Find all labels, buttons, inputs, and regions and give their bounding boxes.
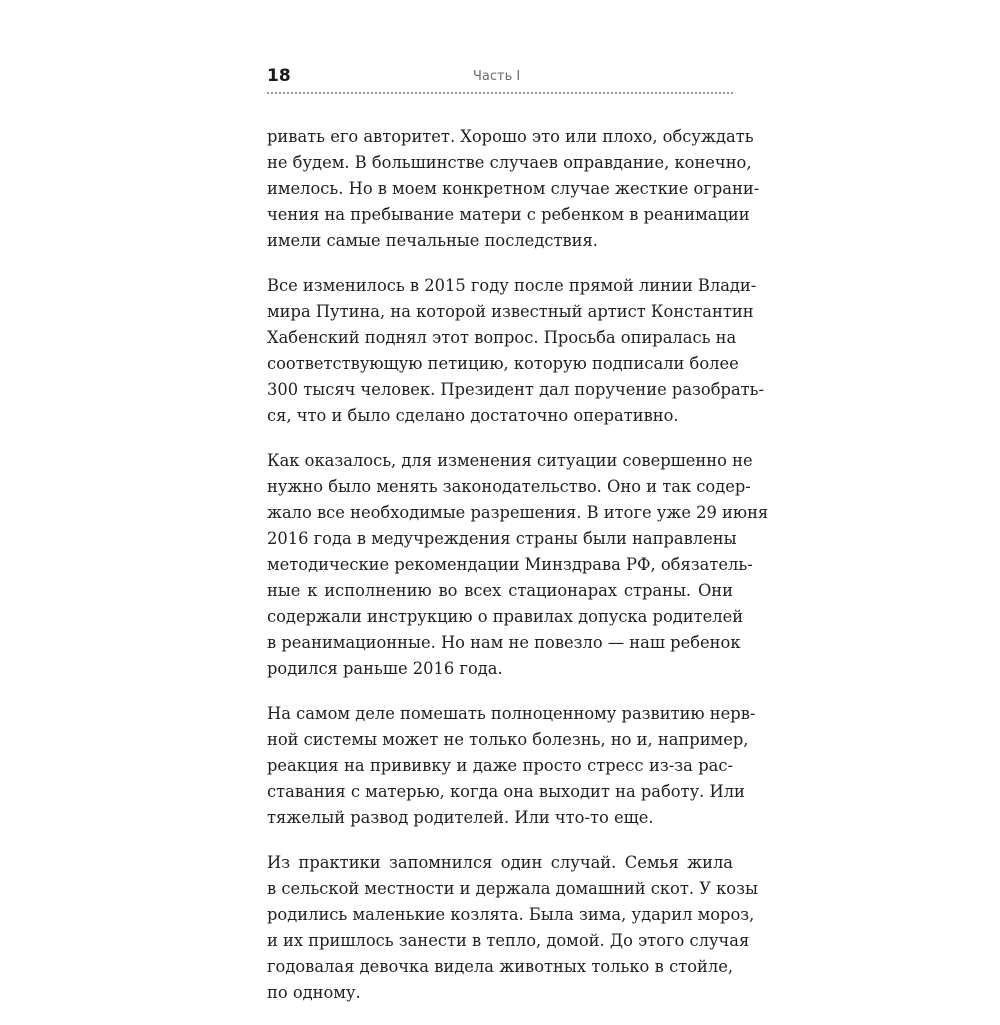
text-line: не будем. В большинстве случаев оправдание, конечно, — [267, 153, 752, 172]
text-line: нужно было менять законодательство. Оно и так содер- — [267, 477, 751, 496]
text-line: и их пришлось занести в тепло, домой. До этого случая — [267, 931, 750, 950]
text-line: Хабенский поднял этот вопрос. Просьба опиралась на — [267, 328, 737, 347]
text-line: 2016 года в медучреждения страны были направлены — [267, 529, 737, 548]
text-line: ся, что и было сделано достаточно оперативно. — [267, 406, 679, 425]
text-line: имелось. Но в моем конкретном случае жесткие ограни- — [267, 179, 760, 198]
part-label: Часть I — [473, 69, 521, 84]
body-text — [267, 124, 769, 1025]
text-line: На самом деле помешать полноценному развитию нерв- — [267, 704, 756, 723]
text-line: чения на пребывание матери с ребенком в реанимации — [267, 205, 750, 224]
text-line: имели самые печальные последствия. — [267, 231, 598, 250]
text-line: по одному. — [267, 983, 361, 1002]
paragraph — [267, 448, 769, 682]
paragraph — [267, 273, 765, 429]
text-line: мира Путина, на которой известный артист Константин — [267, 302, 754, 321]
text-line: годовалая девочка видела животных только в стойле, — [267, 957, 733, 976]
text-line: тяжелый развод родителей. Или что-то еще. — [267, 808, 654, 827]
text-line: реакция на прививку и даже просто стресс из-за рас- — [267, 756, 733, 775]
text-line: родился раньше 2016 года. — [267, 659, 503, 678]
text-line: ривать его авторитет. Хорошо это или плохо, обсуждать — [267, 127, 754, 146]
text-line: ной системы может не только болезнь, но и, например, — [267, 730, 749, 749]
text-line: жало все необходимые разрешения. В итоге уже 29 июня — [267, 503, 769, 522]
paragraph — [267, 701, 756, 831]
text-line: методические рекомендации Минздрава РФ, обязатель- — [267, 555, 753, 574]
text-line: Все изменилось в 2015 году после прямой линии Влади- — [267, 276, 757, 295]
text-line: 300 тысяч человек. Президент дал поручение разобрать- — [267, 380, 765, 399]
paragraph — [267, 124, 760, 254]
text-line: ные к исполнению во всех стационарах страны. Они — [267, 581, 733, 600]
text-line: в реанимационные. Но нам не повезло — наш ребенок — [267, 633, 741, 652]
paragraph — [267, 850, 758, 1006]
text-line: Как оказалось, для изменения ситуации совершенно не — [267, 451, 753, 470]
text-line: соответствующую петицию, которую подписали более — [267, 354, 739, 373]
text-line: ставания с матерью, когда она выходит на работу. Или — [267, 782, 745, 801]
header-divider — [267, 92, 733, 94]
text-line: родились маленькие козлята. Была зима, ударил мороз, — [267, 905, 755, 924]
text-line: содержали инструкцию о правилах допуска родителей — [267, 607, 744, 626]
page-number: 18 — [267, 66, 291, 86]
text-line: в сельской местности и держала домашний скот. У козы — [267, 879, 758, 898]
text-line: Из практики запомнился один случай. Семья жила — [267, 853, 733, 872]
